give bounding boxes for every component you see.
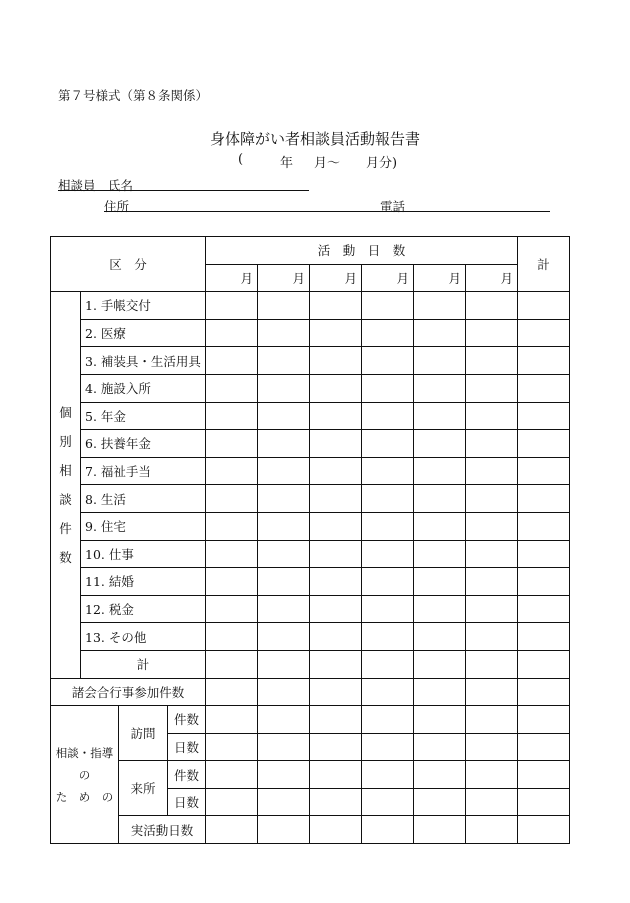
- entry-cell[interactable]: [362, 816, 414, 844]
- month-label: 月: [344, 270, 357, 286]
- month-header-cell: [414, 264, 466, 292]
- individual-item-cell: [81, 568, 206, 596]
- entry-cell[interactable]: [258, 788, 310, 816]
- month-label: 月: [500, 270, 513, 286]
- entry-cell[interactable]: [310, 457, 362, 485]
- entry-cell[interactable]: [362, 788, 414, 816]
- entry-cell[interactable]: [362, 457, 414, 485]
- total-cell[interactable]: [518, 512, 570, 540]
- individual-row-5: [51, 402, 570, 430]
- category-header-label: 区 分: [109, 257, 147, 273]
- subtotal-label: 計: [136, 657, 150, 673]
- entry-cell[interactable]: [206, 650, 258, 678]
- entry-cell[interactable]: [310, 733, 362, 761]
- individual-item-label: 8. 生活: [85, 491, 126, 507]
- count-label-cell: [168, 761, 206, 789]
- individual-item-cell: [81, 319, 206, 347]
- activity-days-header-cell: [206, 237, 518, 265]
- entry-cell[interactable]: [414, 512, 466, 540]
- individual-row-11: [51, 568, 570, 596]
- entry-cell[interactable]: [258, 430, 310, 458]
- entry-cell[interactable]: [310, 761, 362, 789]
- total-cell[interactable]: [518, 568, 570, 596]
- total-header-cell: [518, 237, 570, 292]
- actual-days-label: 実活動日数: [130, 822, 194, 838]
- actual-days-label-cell: [119, 816, 206, 844]
- entry-cell[interactable]: [258, 650, 310, 678]
- entry-cell[interactable]: [206, 595, 258, 623]
- individual-item-cell: [81, 512, 206, 540]
- entry-cell[interactable]: [466, 347, 518, 375]
- entry-cell[interactable]: [414, 540, 466, 568]
- entry-cell[interactable]: [414, 374, 466, 402]
- come-label-cell: [119, 761, 168, 816]
- entry-cell[interactable]: [310, 650, 362, 678]
- individual-item-label: 10. 仕事: [85, 546, 134, 562]
- individual-group-cell: [51, 292, 81, 678]
- days-label-cell: [168, 788, 206, 816]
- entry-cell[interactable]: [310, 485, 362, 513]
- entry-cell[interactable]: [310, 788, 362, 816]
- entry-cell[interactable]: [414, 650, 466, 678]
- entry-cell[interactable]: [258, 816, 310, 844]
- individual-item-cell: [81, 595, 206, 623]
- entry-cell[interactable]: [206, 402, 258, 430]
- entry-cell[interactable]: [362, 706, 414, 734]
- entry-cell[interactable]: [414, 292, 466, 320]
- period-open: (: [238, 152, 244, 167]
- entry-cell[interactable]: [414, 706, 466, 734]
- individual-item-label: 13. その他: [85, 629, 147, 645]
- period-month-end: 月分): [366, 156, 398, 171]
- entry-cell[interactable]: [310, 347, 362, 375]
- entry-cell[interactable]: [206, 540, 258, 568]
- entry-cell[interactable]: [258, 402, 310, 430]
- entry-cell[interactable]: [258, 595, 310, 623]
- individual-row-9: [51, 512, 570, 540]
- entry-cell[interactable]: [310, 816, 362, 844]
- individual-item-cell: [81, 374, 206, 402]
- entry-cell[interactable]: [362, 292, 414, 320]
- entry-cell[interactable]: [206, 512, 258, 540]
- month-header-cell: [362, 264, 414, 292]
- entry-cell[interactable]: [466, 568, 518, 596]
- category-header-cell: [51, 237, 206, 292]
- entry-cell[interactable]: [362, 402, 414, 430]
- days-label-cell: [168, 733, 206, 761]
- period-month-range: 月～: [314, 156, 341, 171]
- individual-row-13: [51, 623, 570, 651]
- entry-cell[interactable]: [362, 347, 414, 375]
- entry-cell[interactable]: [466, 623, 518, 651]
- entry-cell[interactable]: [414, 788, 466, 816]
- entry-cell[interactable]: [362, 761, 414, 789]
- individual-item-label: 1. 手帳交付: [85, 298, 151, 314]
- entry-cell[interactable]: [466, 678, 518, 706]
- total-cell[interactable]: [518, 402, 570, 430]
- total-cell[interactable]: [518, 485, 570, 513]
- entry-cell[interactable]: [310, 319, 362, 347]
- header-row-1: [51, 237, 570, 265]
- entry-cell[interactable]: [310, 623, 362, 651]
- entry-cell[interactable]: [466, 816, 518, 844]
- total-cell[interactable]: [518, 374, 570, 402]
- entry-cell[interactable]: [258, 706, 310, 734]
- total-cell[interactable]: [518, 678, 570, 706]
- entry-cell[interactable]: [362, 595, 414, 623]
- individual-group-label: [51, 398, 80, 572]
- individual-group-char: 個: [59, 404, 72, 420]
- entry-cell[interactable]: [310, 430, 362, 458]
- entry-cell[interactable]: [206, 319, 258, 347]
- meeting-label-cell: [51, 678, 206, 706]
- individual-item-label: 6. 扶養年金: [85, 436, 151, 452]
- total-header-label: 計: [537, 257, 550, 273]
- entry-cell[interactable]: [206, 430, 258, 458]
- month-label: 月: [448, 270, 461, 286]
- address-label: 住所: [104, 199, 130, 214]
- individual-group-char: 件: [59, 520, 72, 536]
- count-label: 件数: [173, 767, 199, 783]
- entry-cell[interactable]: [206, 706, 258, 734]
- individual-item-cell: [81, 402, 206, 430]
- guidance-group-line2: た め の: [55, 789, 114, 804]
- entry-cell[interactable]: [258, 485, 310, 513]
- total-cell[interactable]: [518, 816, 570, 844]
- activity-report-table: [50, 236, 570, 844]
- entry-cell[interactable]: [362, 319, 414, 347]
- entry-cell[interactable]: [414, 457, 466, 485]
- entry-cell[interactable]: [466, 457, 518, 485]
- individual-item-label: 5. 年金: [85, 408, 126, 424]
- entry-cell[interactable]: [414, 568, 466, 596]
- entry-cell[interactable]: [206, 623, 258, 651]
- entry-cell[interactable]: [414, 623, 466, 651]
- period-year: 年: [280, 156, 294, 171]
- entry-cell[interactable]: [414, 347, 466, 375]
- meeting-label: 諸会合行事参加件数: [71, 684, 185, 700]
- guidance-group-line1: 相談・指導の: [55, 745, 114, 782]
- individual-row-4: [51, 374, 570, 402]
- individual-item-cell: [81, 347, 206, 375]
- entry-cell[interactable]: [310, 292, 362, 320]
- entry-cell[interactable]: [258, 540, 310, 568]
- entry-cell[interactable]: [414, 678, 466, 706]
- total-cell[interactable]: [518, 650, 570, 678]
- activity-days-header-label: 活 動 日 数: [317, 243, 406, 259]
- entry-cell[interactable]: [206, 568, 258, 596]
- entry-cell[interactable]: [362, 568, 414, 596]
- individual-group-char: 数: [59, 549, 72, 565]
- individual-item-label: 3. 補装具・生活用具: [85, 353, 201, 369]
- entry-cell[interactable]: [206, 678, 258, 706]
- entry-cell[interactable]: [466, 788, 518, 816]
- entry-cell[interactable]: [258, 319, 310, 347]
- individual-row-6: [51, 430, 570, 458]
- entry-cell[interactable]: [466, 292, 518, 320]
- entry-cell[interactable]: [258, 457, 310, 485]
- total-cell[interactable]: [518, 706, 570, 734]
- individual-group-char: 別: [59, 433, 72, 449]
- entry-cell[interactable]: [258, 512, 310, 540]
- guidance-group-cell: [51, 706, 119, 844]
- entry-cell[interactable]: [414, 733, 466, 761]
- individual-item-cell: [81, 623, 206, 651]
- entry-cell[interactable]: [310, 540, 362, 568]
- individual-subtotal-row: [51, 650, 570, 678]
- entry-cell[interactable]: [466, 540, 518, 568]
- individual-item-label: 9. 住宅: [85, 519, 126, 535]
- entry-cell[interactable]: [466, 706, 518, 734]
- entry-cell[interactable]: [414, 485, 466, 513]
- entry-cell[interactable]: [414, 761, 466, 789]
- individual-item-label: 7. 福祉手当: [85, 464, 151, 480]
- entry-cell[interactable]: [310, 512, 362, 540]
- entry-cell[interactable]: [310, 706, 362, 734]
- count-label: 件数: [173, 712, 199, 728]
- total-cell[interactable]: [518, 292, 570, 320]
- total-cell[interactable]: [518, 319, 570, 347]
- individual-item-label: 11. 結婚: [85, 574, 134, 590]
- individual-group-char: 相: [59, 462, 72, 478]
- entry-cell[interactable]: [414, 402, 466, 430]
- entry-cell[interactable]: [258, 347, 310, 375]
- individual-row-3: [51, 347, 570, 375]
- entry-cell[interactable]: [466, 319, 518, 347]
- entry-cell[interactable]: [258, 623, 310, 651]
- entry-cell[interactable]: [310, 678, 362, 706]
- entry-cell[interactable]: [206, 788, 258, 816]
- counselor-name-label: 相談員 氏名: [58, 178, 134, 193]
- individual-row-12: [51, 595, 570, 623]
- total-cell[interactable]: [518, 457, 570, 485]
- entry-cell[interactable]: [466, 595, 518, 623]
- total-cell[interactable]: [518, 430, 570, 458]
- total-cell[interactable]: [518, 733, 570, 761]
- month-label: 月: [292, 270, 305, 286]
- days-label: 日数: [173, 795, 199, 811]
- total-cell[interactable]: [518, 761, 570, 789]
- entry-cell[interactable]: [310, 595, 362, 623]
- entry-cell[interactable]: [362, 540, 414, 568]
- entry-cell[interactable]: [258, 374, 310, 402]
- entry-cell[interactable]: [362, 512, 414, 540]
- entry-cell[interactable]: [466, 761, 518, 789]
- entry-cell[interactable]: [466, 402, 518, 430]
- entry-cell[interactable]: [258, 568, 310, 596]
- individual-row-2: [51, 319, 570, 347]
- visit-count-row: [51, 706, 570, 734]
- entry-cell[interactable]: [206, 374, 258, 402]
- entry-cell[interactable]: [206, 485, 258, 513]
- individual-group-char: 談: [59, 491, 72, 507]
- entry-cell[interactable]: [466, 374, 518, 402]
- individual-row-8: [51, 485, 570, 513]
- total-cell[interactable]: [518, 623, 570, 651]
- entry-cell[interactable]: [362, 485, 414, 513]
- count-label-cell: [168, 706, 206, 734]
- individual-row-10: [51, 540, 570, 568]
- entry-cell[interactable]: [310, 568, 362, 596]
- month-label: 月: [240, 270, 253, 286]
- visit-label-cell: [119, 706, 168, 761]
- individual-row-1: [51, 292, 570, 320]
- month-header-cell: [466, 264, 518, 292]
- entry-cell[interactable]: [362, 733, 414, 761]
- visit-label: 訪問: [130, 726, 156, 742]
- entry-cell[interactable]: [310, 374, 362, 402]
- days-label: 日数: [173, 739, 199, 755]
- actual-days-row: [51, 816, 570, 844]
- total-cell[interactable]: [518, 595, 570, 623]
- entry-cell[interactable]: [206, 292, 258, 320]
- counselor-name-underline: [58, 190, 309, 191]
- total-cell[interactable]: [518, 788, 570, 816]
- entry-cell[interactable]: [206, 347, 258, 375]
- entry-cell[interactable]: [466, 650, 518, 678]
- entry-cell[interactable]: [206, 733, 258, 761]
- entry-cell[interactable]: [258, 761, 310, 789]
- entry-cell[interactable]: [414, 816, 466, 844]
- entry-cell[interactable]: [362, 430, 414, 458]
- entry-cell[interactable]: [362, 650, 414, 678]
- entry-cell[interactable]: [258, 678, 310, 706]
- form-number: 第７号様式（第８条関係）: [58, 88, 209, 103]
- phone-label: 電話: [380, 199, 406, 214]
- entry-cell[interactable]: [414, 595, 466, 623]
- month-label: 月: [396, 270, 409, 286]
- individual-item-label: 2. 医療: [85, 326, 126, 342]
- month-header-cell: [310, 264, 362, 292]
- entry-cell[interactable]: [258, 292, 310, 320]
- month-header-cell: [206, 264, 258, 292]
- meeting-row: [51, 678, 570, 706]
- subtotal-label-cell: [81, 650, 206, 678]
- entry-cell[interactable]: [206, 816, 258, 844]
- entry-cell[interactable]: [466, 485, 518, 513]
- entry-cell[interactable]: [414, 430, 466, 458]
- entry-cell[interactable]: [206, 761, 258, 789]
- entry-cell[interactable]: [362, 678, 414, 706]
- individual-item-cell: [81, 292, 206, 320]
- entry-cell[interactable]: [206, 457, 258, 485]
- individual-item-cell: [81, 485, 206, 513]
- entry-cell[interactable]: [362, 374, 414, 402]
- month-header-cell: [258, 264, 310, 292]
- total-cell[interactable]: [518, 347, 570, 375]
- address-phone-underline: [104, 211, 550, 212]
- individual-item-cell: [81, 540, 206, 568]
- individual-item-cell: [81, 430, 206, 458]
- come-count-row: [51, 761, 570, 789]
- entry-cell[interactable]: [466, 430, 518, 458]
- entry-cell[interactable]: [362, 623, 414, 651]
- entry-cell[interactable]: [310, 402, 362, 430]
- individual-item-label: 4. 施設入所: [85, 381, 151, 397]
- entry-cell[interactable]: [466, 733, 518, 761]
- individual-item-cell: [81, 457, 206, 485]
- entry-cell[interactable]: [258, 733, 310, 761]
- entry-cell[interactable]: [466, 512, 518, 540]
- individual-item-label: 12. 税金: [85, 602, 134, 618]
- entry-cell[interactable]: [414, 319, 466, 347]
- total-cell[interactable]: [518, 540, 570, 568]
- come-label: 来所: [130, 781, 156, 797]
- document-title: 身体障がい者相談員活動報告書: [209, 130, 420, 148]
- individual-row-7: [51, 457, 570, 485]
